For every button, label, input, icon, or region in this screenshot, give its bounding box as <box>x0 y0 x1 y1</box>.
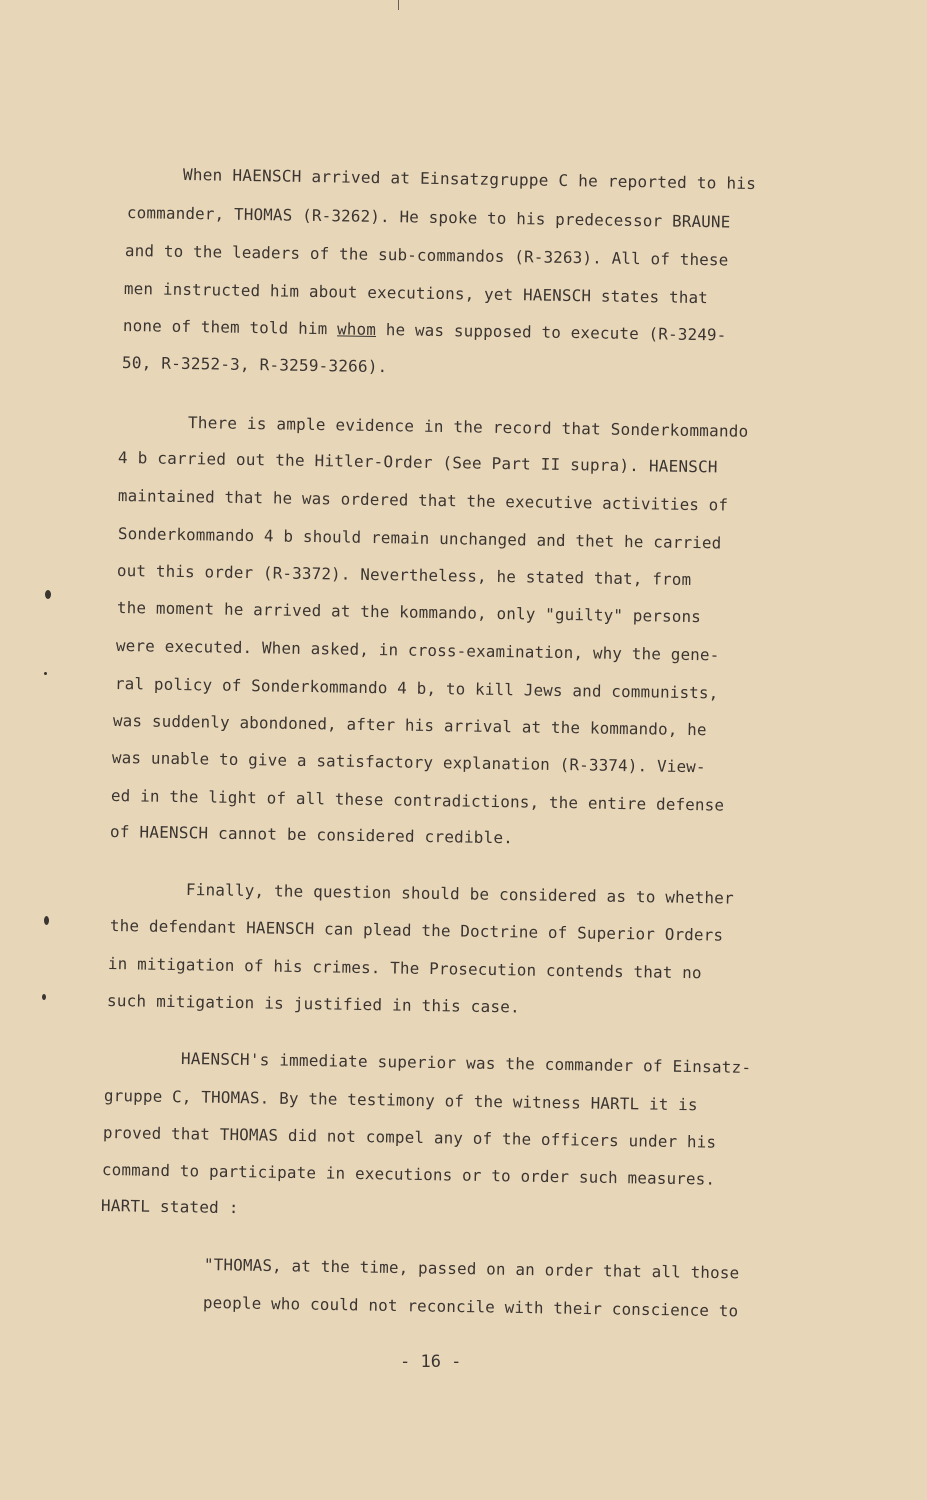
text-line: Sonderkommando 4 b should remain unchanged and thet he carried <box>117 524 722 553</box>
text-line: ral policy of Sonderkommando 4 b, to kill Jews and communists, <box>114 674 719 703</box>
text-line: in mitigation of his crimes. The Prosecution contends that no <box>107 954 702 983</box>
text-line: proved that THOMAS did not compel any of the officers under his <box>102 1123 717 1152</box>
text-line: There is ample evidence in the record that Sonderkommando <box>187 413 749 441</box>
text-line: were executed. When asked, in cross-examination, why the gene- <box>115 636 720 665</box>
text-line: 4 b carried out the Hitler-Order (See Part II supra). HAENSCH <box>117 448 718 477</box>
text-line: of HAENSCH cannot be considered credible. <box>109 822 514 848</box>
text-line: When HAENSCH arrived at Einsatzgruppe C he reported to his <box>182 165 757 194</box>
margin-speck <box>44 672 47 675</box>
text-line: commander, THOMAS (R-3262). He spoke to his predecessor BRAUNE <box>126 203 731 232</box>
text-line: gruppe C, THOMAS. By the testimony of the witness HARTL it is <box>103 1086 698 1115</box>
text-line: the moment he arrived at the kommando, only "guilty" persons <box>116 598 702 627</box>
text-line: HARTL stated : <box>100 1196 239 1218</box>
quote-line: people who could not reconcile with their conscience to <box>202 1293 739 1321</box>
text-line: men instructed him about executions, yet HAENSCH states that <box>123 279 709 308</box>
text-line: Finally, the question should be considered as to whether <box>185 880 734 908</box>
text-line: was unable to give a satisfactory explanation (R-3374). View- <box>111 748 706 777</box>
quote-line: "THOMAS, at the time, passed on an order that all those <box>203 1255 740 1283</box>
page-number: - 16 - <box>400 1352 462 1372</box>
text-line: the defendant HAENSCH can plead the Doctrine of Superior Orders <box>109 916 724 945</box>
text-line: ed in the light of all these contradictions, the entire defense <box>110 786 725 815</box>
top-margin-mark <box>398 0 399 10</box>
text-line: 50, R-3252-3, R-3259-3266). <box>121 353 388 377</box>
text-line: and to the leaders of the sub-commandos (R-3263). All of these <box>124 241 729 270</box>
margin-speck <box>42 994 46 1000</box>
text-line: command to participate in executions or to order such measures. <box>101 1160 716 1189</box>
text-line: out this order (R-3372). Nevertheless, he stated that, from <box>116 561 692 590</box>
underlined-word: whom <box>336 319 377 339</box>
margin-speck <box>44 916 49 925</box>
text-line: maintained that he was ordered that the executive activities of <box>117 486 729 515</box>
text-line-with-underline: none of them told him whom he was supposed to execute (R-3249- <box>122 316 727 345</box>
text-line: such mitigation is justified in this case. <box>106 991 521 1017</box>
text-line: was suddenly abondoned, after his arrival at the kommando, he <box>112 711 707 740</box>
text-line: HAENSCH's immediate superior was the commander of Einsatz- <box>180 1049 752 1077</box>
margin-speck <box>45 590 51 599</box>
